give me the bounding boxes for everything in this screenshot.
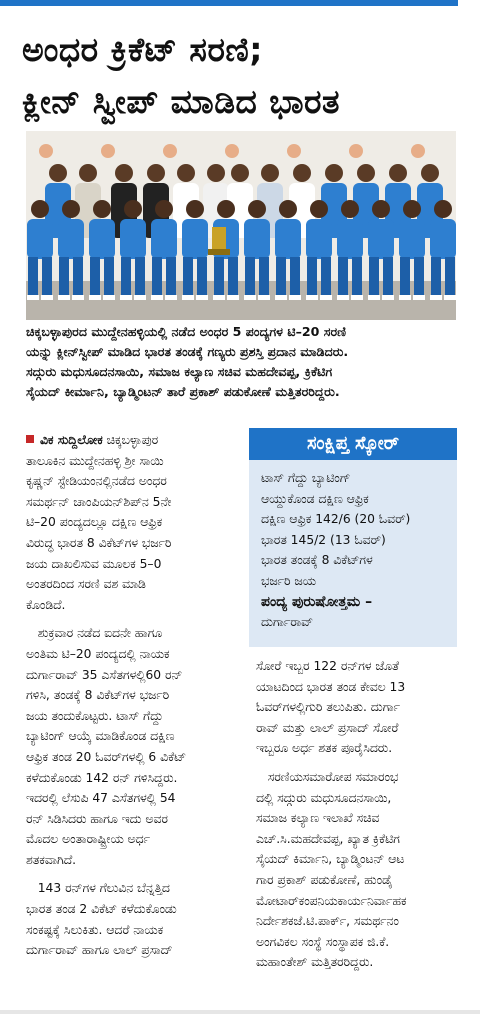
player-head — [62, 200, 80, 218]
person-head — [293, 164, 311, 182]
player-leg — [166, 257, 176, 297]
player-shoe — [134, 295, 146, 300]
text-line: ಯಾಟದಿಂದ ಭಾರತ ತಂಡ ಕೇವಲ 13 — [256, 679, 406, 694]
player-leg — [214, 257, 224, 297]
text-line: ದುರ್ಗಾರಾವ್ ಹಾಗೂ ಲಾಲ್ ಪ್ರಸಾದ್ — [26, 943, 173, 958]
player-head — [124, 200, 142, 218]
player-shoe — [72, 295, 84, 300]
player-leg — [73, 257, 83, 297]
score-line: ಭರ್ಜರಿ ಜಯ — [261, 573, 316, 588]
trophy-base — [208, 249, 230, 255]
player-leg — [259, 257, 269, 297]
person-head — [231, 164, 249, 182]
team-photo-illustration — [26, 131, 456, 320]
player-jersey — [306, 219, 332, 259]
headline-line-1: ಅಂಧರ ಕ್ರಿಕೆಟ್ ಸರಣಿ; — [22, 30, 263, 69]
person-head — [207, 164, 225, 182]
text-line: ರನ್ ಸಿಡಿಸಿದರು ಹಾಗೂ ಇದು ಅವರ — [26, 811, 168, 826]
score-line: ಭಾರತ ತಂಡಕ್ಕೆ 8 ವಿಕೆಟ್‌ಗಳ — [261, 553, 373, 568]
text-line: ವಿರುದ್ಧ ಭಾರತ 8 ವಿಕೆಟ್‌ಗಳ ಭರ್ಜರಿ — [26, 535, 172, 550]
player-head — [31, 200, 49, 218]
text-line: ಇಬ್ಬರೂ ಅರ್ಧ ಶತಕ ಪೂರೈಸಿದರು. — [256, 741, 393, 756]
backdrop-logo-icon — [411, 144, 425, 158]
paragraph — [256, 656, 458, 759]
player-leg — [383, 257, 393, 297]
text-line: ಎಚ್.ಸಿ.ಮಹದೇವಪ್ಪ, ಖ್ಯಾತ ಕ್ರಿಕೆಟಿಗ — [256, 831, 400, 846]
score-line: ದಕ್ಷಿಣ ಆಫ್ರಿಕ 142/6 (20 ಓವರ್) — [261, 512, 411, 527]
player-head — [217, 200, 235, 218]
text-line: ಅಂತಿಮ ಟಿ–20 ಪಂದ್ಯದಲ್ಲಿ ನಾಯಕ — [26, 646, 170, 661]
player-leg — [290, 257, 300, 297]
player-leg — [104, 257, 114, 297]
byline-place: ಚಿಕ್ಕಬಳ್ಳಾಪುರ — [106, 433, 159, 447]
bottom-rule — [0, 1010, 480, 1014]
text-line: ಸಮರ್ಥನ್ ಚಾಂಪಿಯನ್‌ಶಿಪ್‌ನ 5ನೇ — [26, 494, 172, 509]
player-shoe — [165, 295, 177, 300]
player-jersey — [120, 219, 146, 259]
score-line: ಟಾಸ್ ಗೆದ್ದು ಬ್ಯಾಟಿಂಗ್ — [261, 471, 351, 485]
player-head — [372, 200, 390, 218]
text-line: ಬ್ಯಾಟಿಂಗ್ ಆಯ್ಕೆ ಮಾಡಿಕೊಂಡ ದಕ್ಷಿಣ — [26, 729, 175, 744]
player-shoe — [120, 295, 132, 300]
score-box-body — [249, 460, 457, 633]
text-line: ಸೋರೆ ಇಬ್ಬರ 122 ರನ್‌ಗಳ ಜೊತೆ — [256, 659, 400, 673]
caption-line: ಸೈಯದ್ ಕೀರ್ಮಾನಿ, ಬ್ಯಾಡ್ಮಿಂಟನ್ ತಾರೆ ಪ್ರಕಾಶ್ ಪಡುಕೋಣೆ ಮತ್ತಿತರರಿದ್ದರು. — [26, 384, 340, 399]
player-jersey — [244, 219, 270, 259]
text-line: ಅಂತರದಿಂದ ಸರಣಿ ವಶ ಮಾಡಿ — [26, 577, 146, 592]
person-head — [115, 164, 133, 182]
text-line: ಓವರ್‌ಗಳಲ್ಲಿಗುರಿ ತಲುಪಿತು. ದುರ್ಗಾ — [256, 700, 400, 715]
person-head — [325, 164, 343, 182]
player-leg — [90, 257, 100, 297]
backdrop-logo-icon — [163, 144, 177, 158]
text-line: ಜಯ ದಾಖಲಿಸುವ ಮೂಲಕ 5–0 — [26, 556, 162, 571]
player-leg — [431, 257, 441, 297]
text-line: ಶತಕವಾಗಿದೆ. — [26, 852, 77, 867]
player-head — [93, 200, 111, 218]
text-line: ಮೋಟಾರ್‌ಕಂಪನಿಯಕಾರ್ಯನಿರ್ವಾಹಕ — [256, 893, 407, 908]
player-shoe — [244, 295, 256, 300]
backdrop-logo-icon — [287, 144, 301, 158]
text-line: ಇದರಲ್ಲಿ ಲೆಸುಪಿ 47 ಎಸೆತಗಳಲ್ಲಿ 54 — [26, 791, 176, 806]
paragraph — [26, 878, 246, 960]
player-leg — [183, 257, 193, 297]
text-line: ಸರಣಿಯಸಮಾರೋಪ ಸಮಾರಂಭ — [267, 769, 399, 784]
person-head — [49, 164, 67, 182]
player-jersey — [399, 219, 425, 259]
player-leg — [400, 257, 410, 297]
text-line: ಸಮಾಜ ಕಲ್ಯಾಣ ಇಲಾಖೆ ಸಚಿವ — [256, 811, 380, 826]
byline-paragraph — [26, 430, 246, 615]
backdrop-logo-icon — [349, 144, 363, 158]
person-head — [421, 164, 439, 182]
player-head — [186, 200, 204, 218]
player-leg — [445, 257, 455, 297]
byline-marker-icon — [26, 435, 34, 443]
text-line: ಗಾರ ಪ್ರಕಾಶ್ ಪಡುಕೋಣೆ, ಹುಂಡೈ — [256, 872, 393, 887]
text-line: ದುರ್ಗಾರಾವ್ 35 ಎಸೆತಗಳಲ್ಲಿ60 ರನ್ — [26, 667, 183, 682]
player-leg — [42, 257, 52, 297]
person-head — [79, 164, 97, 182]
person-head — [389, 164, 407, 182]
text-line: ಕಳೆದುಕೊಂಡು 142 ರನ್ ಗಳಿಸಿದ್ದರು. — [26, 770, 178, 785]
player-head — [155, 200, 173, 218]
player-leg — [338, 257, 348, 297]
top-accent-bar — [0, 0, 458, 6]
player-head — [248, 200, 266, 218]
text-line: ಮಹಾಂತೇಶ್ ಮತ್ತಿತರರಿದ್ದರು. — [256, 955, 374, 970]
player-leg — [321, 257, 331, 297]
player-leg — [352, 257, 362, 297]
player-shoe — [27, 295, 39, 300]
player-head — [310, 200, 328, 218]
text-line: ಮೊದಲ ಅಂತಾರಾಷ್ಟ್ರೀಯ ಅರ್ಧ — [26, 832, 150, 847]
player-leg — [152, 257, 162, 297]
player-leg — [121, 257, 131, 297]
player-leg — [414, 257, 424, 297]
paragraph — [256, 767, 458, 973]
article-left-column — [26, 430, 246, 969]
player-shoe — [227, 295, 239, 300]
person-head — [357, 164, 375, 182]
player-shoe — [103, 295, 115, 300]
player-of-match-name: ದುರ್ಗಾರಾವ್ — [261, 615, 313, 630]
player-leg — [197, 257, 207, 297]
player-shoe — [337, 295, 349, 300]
player-jersey — [182, 219, 208, 259]
player-shoe — [213, 295, 225, 300]
text-line: ದಲ್ಲಿ ಸದ್ಗುರು ಮಧುಸೂದನಸಾಯಿ, — [256, 790, 392, 805]
text-line: 143 ರನ್‌ಗಳ ಗೆಲುವಿನ ಬೆನ್ನತ್ತಿದ — [37, 881, 170, 896]
player-shoe — [258, 295, 270, 300]
player-leg — [245, 257, 255, 297]
player-head — [341, 200, 359, 218]
player-jersey — [275, 219, 301, 259]
player-jersey — [337, 219, 363, 259]
player-shoe — [196, 295, 208, 300]
headline — [22, 24, 462, 128]
player-head — [403, 200, 421, 218]
caption-line: ಯನ್ನು ಕ್ಲೀನ್‌ಸ್ವೀಪ್ ಮಾಡಿದ ಭಾರತ ತಂಡಕ್ಕೆ ಗಣ್ಯರು ಪ್ರಶಸ್ತಿ ಪ್ರದಾನ ಮಾಡಿದರು. — [26, 344, 349, 359]
player-shoe — [413, 295, 425, 300]
player-leg — [135, 257, 145, 297]
text-line: ರಾವ್ ಮತ್ತು ಲಾಲ್ ಪ್ರಸಾದ್ ಸೋರೆ — [256, 720, 399, 735]
player-jersey — [151, 219, 177, 259]
text-line: ಸೈಯದ್ ಕಿರ್ಮಾನಿ, ಬ್ಯಾಡ್ಮಿಂಟನ್ ಆಟ — [256, 852, 405, 867]
player-shoe — [89, 295, 101, 300]
player-shoe — [351, 295, 363, 300]
player-shoe — [151, 295, 163, 300]
text-line: ತಾಲೂಕಿನ ಮುದ್ದೇನಹಳ್ಳಿ ಶ್ರೀ ಸಾಯಿ — [26, 453, 164, 468]
player-shoe — [41, 295, 53, 300]
byline-name: ವಿಕ ಸುದ್ದಿಲೋಕ — [40, 433, 103, 447]
backdrop-logo-icon — [101, 144, 115, 158]
player-shoe — [430, 295, 442, 300]
player-leg — [28, 257, 38, 297]
team-photo — [26, 131, 456, 320]
player-shoe — [320, 295, 332, 300]
player-shoe — [399, 295, 411, 300]
player-shoe — [275, 295, 287, 300]
player-leg — [59, 257, 69, 297]
player-jersey — [89, 219, 115, 259]
caption-line: ಸದ್ಗುರು ಮಧುಸೂದನಸಾಯಿ, ಸಮಾಜ ಕಲ್ಯಾಣ ಸಚಿವ ಮಹದೇವಪ್ಪ, ಕ್ರಿಕೆಟಿಗ — [26, 364, 333, 379]
text-line: ಆಫ್ರಿಕ ತಂಡ 20 ಓವರ್‌ಗಳಲ್ಲಿ 6 ವಿಕೆಟ್ — [26, 749, 187, 764]
person-head — [147, 164, 165, 182]
text-line: ಅಂಗವಿಕಲ ಸಂಸ್ಥೆ ಸಂಸ್ಥಾಪಕ ಜಿ.ಕೆ. — [256, 934, 390, 949]
text-line: ಜಯ ತಂದುಕೊಟ್ಟರು. ಟಾಸ್ ಗೆದ್ದು — [26, 708, 164, 723]
paragraph — [26, 623, 246, 870]
person-head — [261, 164, 279, 182]
text-line: ಸಂಕಷ್ಟಕ್ಕೆ ಸಿಲುಕಿತು. ಆದರೆ ನಾಯಕ — [26, 922, 164, 937]
text-line: ಕೊಂಡಿದೆ. — [26, 597, 66, 612]
player-jersey — [58, 219, 84, 259]
score-box-title: ಸಂಕ್ಷಿಪ್ತ ಸ್ಕೋರ್ — [249, 428, 457, 460]
score-line: ಭಾರತ 145/2 (13 ಓವರ್) — [261, 532, 386, 547]
trophy-icon — [212, 227, 226, 249]
player-of-match-label: ಪಂದ್ಯ ಪುರುಷೋತ್ತಮ – — [261, 593, 373, 610]
player-shoe — [58, 295, 70, 300]
player-jersey — [430, 219, 456, 259]
player-shoe — [289, 295, 301, 300]
text-line: ಗಳಿಸಿ, ತಂಡಕ್ಕೆ 8 ವಿಕೆಟ್‌ಗಳ ಭರ್ಜರಿ — [26, 688, 170, 703]
player-leg — [369, 257, 379, 297]
text-line: ಟಿ–20 ಪಂದ್ಯದಲ್ಲೂ ದಕ್ಷಿಣ ಆಫ್ರಿಕ — [26, 515, 163, 530]
score-line: ಆಯ್ದುಕೊಂಡ ದಕ್ಷಿಣ ಆಫ್ರಿಕ — [261, 491, 369, 506]
headline-line-2: ಕ್ಲೀನ್ ಸ್ವೀಪ್ ಮಾಡಿದ ಭಾರತ — [22, 82, 340, 121]
player-shoe — [182, 295, 194, 300]
player-shoe — [306, 295, 318, 300]
brief-score-box — [249, 428, 457, 647]
backdrop-logo-icon — [39, 144, 53, 158]
player-jersey — [27, 219, 53, 259]
backdrop-logo-icon — [225, 144, 239, 158]
text-line: ಶುಕ್ರವಾರ ನಡೆದ ಐದನೇ ಹಾಗೂ — [37, 626, 163, 641]
text-line: ಕೃಷ್ಣನ್ ಸ್ಟೇಡಿಯಂನಲ್ಲಿನಡೆದ ಅಂಧರ — [26, 474, 167, 489]
player-shoe — [444, 295, 456, 300]
player-head — [279, 200, 297, 218]
text-line: ನಿರ್ದೇಶಕಜೆ.ಟಿ.ಪಾರ್ಕ್, ಸಮರ್ಥನಂ — [256, 914, 399, 929]
photo-caption — [26, 322, 458, 402]
player-leg — [307, 257, 317, 297]
player-jersey — [368, 219, 394, 259]
caption-line: ಚಿಕ್ಕಬಳ್ಳಾಪುರದ ಮುದ್ದೇನಹಳ್ಳಿಯಲ್ಲಿ ನಡೆದ ಅಂಧರ 5 ಪಂದ್ಯಗಳ ಟಿ–20 ಸರಣಿ — [26, 324, 347, 339]
player-shoe — [382, 295, 394, 300]
person-head — [177, 164, 195, 182]
player-head — [434, 200, 452, 218]
article-right-column — [256, 656, 458, 981]
player-leg — [228, 257, 238, 297]
player-leg — [276, 257, 286, 297]
player-shoe — [368, 295, 380, 300]
text-line: ಭಾರತ ತಂಡ 2 ವಿಕೆಟ್ ಕಳೆದುಕೊಂಡು — [26, 902, 177, 917]
